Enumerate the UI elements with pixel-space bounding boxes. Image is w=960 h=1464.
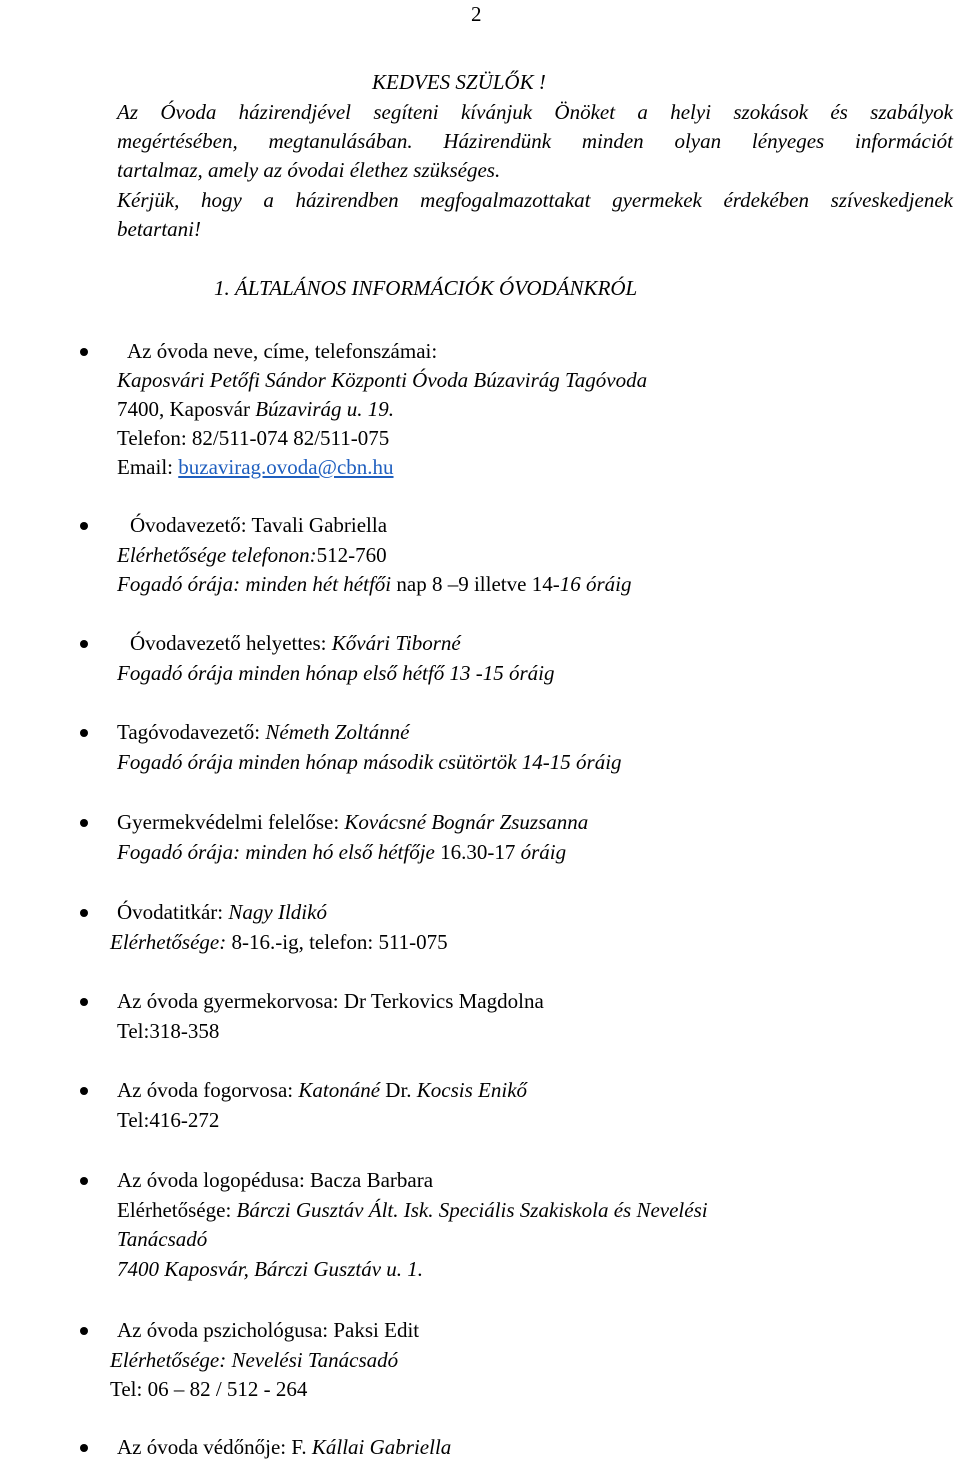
email-label: Email: bbox=[117, 455, 179, 479]
intro-line: tartalmaz, amely az óvodai élethez szükséges. bbox=[117, 158, 501, 182]
bullet-icon bbox=[80, 640, 88, 648]
dentist-name: Kocsis Enikő bbox=[411, 1078, 528, 1102]
hours-part: óráig bbox=[515, 840, 567, 864]
item-label: Az óvoda gyermekorvosa: Dr Terkovics Magdolna bbox=[117, 989, 544, 1013]
psychologist-phone: Tel: 06 – 82 / 512 - 264 bbox=[110, 1377, 308, 1401]
intro-line: Kérjük, hogy a házirendben megfogalmazottakat gyermekek érdekében szíveskedjenek bbox=[117, 188, 953, 212]
item-label bbox=[117, 1435, 451, 1460]
secretary-name: Nagy Ildikó bbox=[228, 900, 327, 924]
contact-label: Elérhetősége: bbox=[110, 930, 227, 954]
intro-line: betartani! bbox=[117, 217, 201, 241]
bullet-icon bbox=[80, 522, 88, 530]
bullet-icon bbox=[80, 909, 88, 917]
child-protection-name: Kovácsné Bognár Zsuzsanna bbox=[344, 810, 589, 834]
intro-line: megértésében, megtanulásában. Házirendünk minden olyan lényeges információt bbox=[117, 129, 953, 153]
intro-line: Az Óvoda házirendjével segíteni kívánjuk Önöket a helyi szokások és szabályok bbox=[117, 100, 953, 124]
head-hours bbox=[117, 572, 631, 597]
kindergarten-phone: Telefon: 82/511-074 82/511-075 bbox=[117, 426, 390, 450]
bullet-icon bbox=[80, 1327, 88, 1335]
child-protection-hours bbox=[117, 840, 566, 865]
branch-head-name: Németh Zoltánné bbox=[265, 720, 410, 744]
bullet-icon bbox=[80, 729, 88, 737]
item-label bbox=[117, 720, 409, 745]
speech-therapist-contact bbox=[117, 1198, 708, 1223]
item-label: Az óvoda logopédusa: Bacza Barbara bbox=[117, 1168, 434, 1192]
kindergarten-address bbox=[117, 397, 394, 422]
deputy-name: Kővári Tiborné bbox=[331, 631, 461, 655]
hours-part: 16 óráig bbox=[559, 572, 632, 596]
hours-part: nap 8 –9 illetve 14- bbox=[391, 572, 560, 596]
bullet-icon bbox=[80, 348, 88, 356]
contact-detail: 8-16.-ig, telefon: 511-075 bbox=[226, 930, 448, 954]
address-city: 7400, Kaposvár bbox=[117, 397, 256, 421]
item-label: Az óvoda pszichológusa: Paksi Edit bbox=[117, 1318, 420, 1342]
speech-therapist-contact-cont: Tanácsadó bbox=[117, 1227, 208, 1251]
deputy-hours: Fogadó órája minden hónap első hétfő 13 -15 óráig bbox=[117, 661, 555, 685]
item-label bbox=[117, 900, 327, 925]
pediatrician-phone: Tel:318-358 bbox=[117, 1019, 220, 1043]
hours-part: 16.30-17 bbox=[440, 840, 516, 864]
dentist-phone: Tel:416-272 bbox=[117, 1108, 220, 1132]
bullet-icon bbox=[80, 1177, 88, 1185]
bullet-icon bbox=[80, 1444, 88, 1452]
branch-head-hours: Fogadó órája minden hónap második csütörtök 14-15 óráig bbox=[117, 750, 622, 774]
speech-therapist-address: 7400 Kaposvár, Bárczi Gusztáv u. 1. bbox=[117, 1257, 424, 1281]
health-visitor-name: Kállai Gabriella bbox=[311, 1435, 452, 1459]
address-street: Búzavirág u. 19. bbox=[255, 397, 395, 421]
head-contact bbox=[117, 543, 387, 568]
hours-part: Fogadó órája: minden hó első hétfője bbox=[117, 840, 441, 864]
kindergarten-email bbox=[117, 455, 394, 480]
item-label bbox=[130, 631, 461, 656]
dentist-name: Dr. bbox=[385, 1078, 412, 1102]
contact-detail: Bárczi Gusztáv Ált. Isk. Speciális Szakiskola és Nevelési bbox=[236, 1198, 708, 1222]
item-label: Óvodavezető: Tavali Gabriella bbox=[130, 513, 388, 537]
dentist-name: Katonáné bbox=[298, 1078, 386, 1102]
greeting: KEDVES SZÜLŐK ! bbox=[372, 70, 546, 94]
contact-label: Elérhetősége telefonon: bbox=[117, 543, 317, 567]
psychologist-contact: Elérhetősége: Nevelési Tanácsadó bbox=[110, 1348, 399, 1372]
item-label bbox=[117, 810, 588, 835]
secretary-label: Óvodatitkár: bbox=[117, 900, 229, 924]
bullet-icon bbox=[80, 819, 88, 827]
contact-phone: 512-760 bbox=[316, 543, 387, 567]
hours-part: Fogadó órája: minden hét hétfői bbox=[117, 572, 392, 596]
section-title: 1. ÁLTALÁNOS INFORMÁCIÓK ÓVODÁNKRÓL bbox=[214, 276, 638, 300]
child-protection-label: Gyermekvédelmi felelőse: bbox=[117, 810, 345, 834]
health-visitor-label: Az óvoda védőnője: F. bbox=[117, 1435, 312, 1459]
kindergarten-name: Kaposvári Petőfi Sándor Központi Óvoda Búzavirág Tagóvoda bbox=[117, 368, 648, 392]
bullet-icon bbox=[80, 998, 88, 1006]
item-label: Az óvoda neve, címe, telefonszámai: bbox=[127, 339, 438, 363]
item-label bbox=[117, 1078, 527, 1103]
dentist-label: Az óvoda fogorvosa: bbox=[117, 1078, 299, 1102]
branch-head-label: Tagóvodavezető: bbox=[117, 720, 266, 744]
email-link[interactable]: buzavirag.ovoda@cbn.hu bbox=[178, 455, 394, 479]
deputy-label: Óvodavezető helyettes: bbox=[130, 631, 332, 655]
contact-label: Elérhetősége: bbox=[117, 1198, 237, 1222]
bullet-icon bbox=[80, 1087, 88, 1095]
secretary-contact bbox=[110, 930, 448, 955]
page-number: 2 bbox=[471, 2, 482, 26]
